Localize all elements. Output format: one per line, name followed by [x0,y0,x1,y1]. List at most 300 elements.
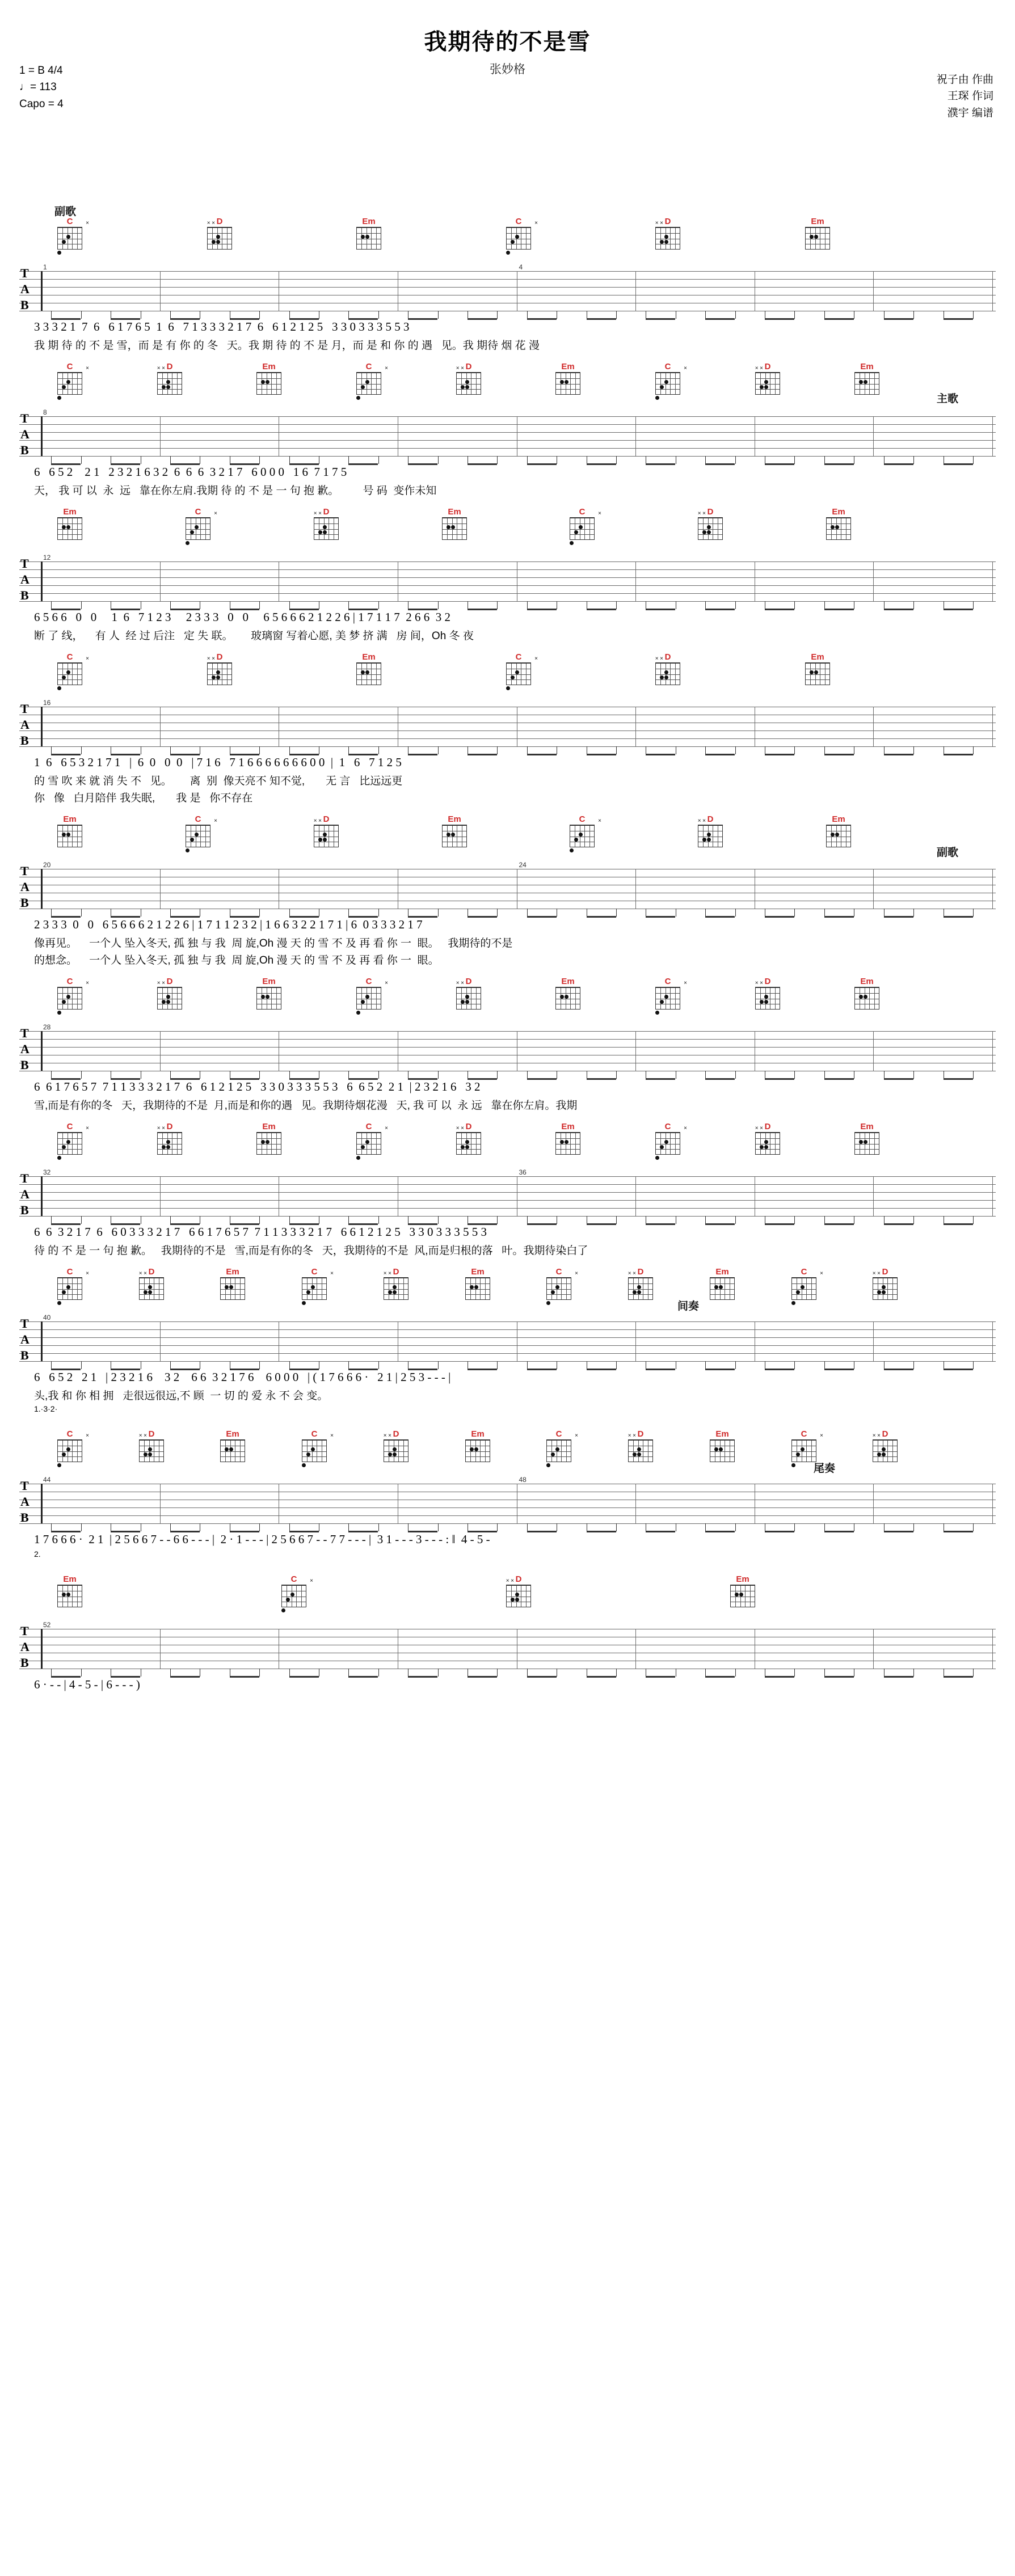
chord-name: C [579,507,586,517]
tab-clef-t: T [20,702,29,716]
chord-grid [506,656,538,685]
muted-string-marker: × [207,220,210,226]
measure-number: 44 [43,1476,51,1484]
chord-grid [281,1578,313,1607]
fret-dot [570,848,574,852]
chord-name: C [365,977,372,986]
chord-name: D [323,507,330,517]
muted-string-marker: × [511,1578,514,1584]
tab-clef-b: B [20,588,29,602]
muted-string-marker: × [157,1125,161,1131]
fret-dot [57,1301,61,1305]
muted-string-marker: × [86,656,89,662]
chord-name: C [66,362,73,371]
chord-grid [57,1125,89,1155]
muted-string-marker: × [313,510,317,517]
fret-dot [551,1452,555,1456]
chord-grid [57,1270,89,1300]
chord-name: Em [860,977,874,986]
measure-number: 36 [519,1168,527,1176]
chord-diagram-em [53,508,86,540]
credit-arranger: 濮宇 编谱 [947,107,993,119]
chord-grid [356,365,388,395]
numbered-notation-row: 1 7 6 6 6 · 2 1 | 2 5 6 6 7 - - 6 6 - - - | 2 · 1 - - - | 2 5 6 6 7 - - 7 7 - - - | 3 1 - - - 3 - - - : ‖ 4 - 5 - [34,1532,490,1546]
chord-grid [57,220,89,250]
fret-dot [511,1598,515,1602]
chord-diagram-d [452,1123,485,1155]
chord-diagram-em [706,1268,739,1300]
chord-diagram-d [310,508,343,540]
fret-dot [831,525,835,529]
chord-diagram-em [551,1123,584,1155]
chord-name: Em [362,217,376,226]
fret-dot [760,385,764,389]
chord-diagram-c [787,1429,823,1462]
fret-dot [760,1145,764,1149]
chord-name: D [764,362,771,371]
muted-string-marker: × [877,1270,881,1277]
fret-dot [62,1145,66,1149]
chord-name: C [66,977,73,986]
fret-dot [388,1452,392,1456]
chord-grid [57,1433,89,1462]
chord-name: Em [811,217,824,226]
chord-grid [627,1433,653,1462]
muted-string-marker: × [660,656,663,662]
fret-dot [162,385,166,389]
chord-grid [791,1270,823,1300]
chord-name: D [637,1267,644,1277]
measure-number: 48 [519,1476,527,1484]
chord-diagram-d [869,1268,902,1300]
fret-dot [660,240,664,244]
chord-diagram-d [135,1430,168,1462]
fret-dot [796,1452,800,1456]
chord-diagram-em [438,508,471,540]
fret-dot [356,1011,360,1015]
lyric-row: 的 雪 吹 来 就 消 失 不 见。 离 别 像天亮不 知不觉, 无 言 比远远更 [34,775,403,787]
chord-diagram-row [19,816,996,858]
chord-grid [546,1433,578,1462]
tab-clef-b: B [20,733,29,748]
tab-staff [19,406,996,465]
chord-name: Em [715,1267,729,1277]
fret-dot [261,380,265,384]
chord-diagram-em [822,508,855,540]
tab-clef-a: A [20,1042,30,1056]
chord-name: D [515,1574,522,1584]
chord-name: C [664,1122,671,1131]
tab-clef [20,265,30,313]
chord-diagram-d [380,1268,412,1300]
fret-dot [447,833,450,837]
fret-dot [361,385,365,389]
numbered-notation-row: 2 3 3 3 0 0 6 5 6 6 6 2 1 2 2 6 | 1 7 1 1 2 3 2 | 1 6 6 3 2 2 1 7 1 | 6 0 3 3 3 2 1 7 [34,918,423,931]
chord-grid [383,1433,408,1462]
muted-string-marker: × [684,365,687,371]
numbered-notation-row: 1 6 6 5 3 2 1 7 1 | 6 0 0 0 | 7 1 6 7 1 6 6 6 6 6 6 6 0 0 | 1 6 7 1 2 5 [34,755,402,769]
chord-name: C [515,217,522,226]
chord-diagram-row [19,363,996,405]
chord-grid [207,656,232,685]
muted-string-marker: × [702,818,706,824]
fret-dot [546,1301,550,1305]
chord-name: D [707,507,714,517]
fret-dot [57,1463,61,1467]
fret-dot [144,1290,148,1294]
chord-grid [570,818,601,847]
fret-dot [302,1463,306,1467]
system-gap [0,806,1015,816]
chord-diagram-c [502,652,538,685]
muted-string-marker: × [86,1270,89,1277]
numbered-notation-row: 6 6 5 2 2 1 2 3 2 1 6 3 2 6 6 6 3 2 1 7 6 0 0 0 1 6 7 1 7 5 [34,465,347,479]
chord-name: Em [226,1429,239,1439]
chord-name: Em [561,1122,575,1131]
chord-grid [138,1433,164,1462]
chord-diagram-row [19,206,996,260]
fret-dot [212,675,216,679]
fret-dot [791,1301,795,1305]
chord-name: Em [736,1574,749,1584]
chord-grid [655,980,687,1010]
tab-clef-t: T [20,864,29,878]
tab-staff [19,261,996,320]
chord-grid [256,372,281,395]
system-9 [19,1430,996,1566]
muted-string-marker: × [144,1270,147,1277]
chord-grid [755,1125,780,1155]
fret-dot [560,995,564,999]
chord-grid [872,1433,898,1462]
numbered-notation-row: 6 · - - | 4 - 5 - | 6 - - - ) [34,1678,140,1691]
fret-dot [190,838,194,842]
fret-dot [660,1000,664,1004]
tab-clef-a: A [20,572,30,586]
chord-grid [555,372,580,395]
chord-name: Em [262,362,276,371]
tab-clef-t: T [20,1624,29,1638]
chord-diagram-c [651,977,687,1010]
lyric-row: 断 了 线， 有 人 经 过 后注 定 失 联。 玻璃窗 写着心愿, 美 梦 挤 满 房 间，Oh 冬 夜 [34,630,474,642]
tab-clef-t: T [20,556,29,571]
fret-dot [859,995,863,999]
muted-string-marker: × [755,365,759,371]
fret-dot [190,530,194,534]
section-label: 尾奏 [814,1463,836,1475]
chord-grid [186,818,217,847]
fret-dot [447,525,450,529]
chord-grid [506,1578,531,1607]
chord-grid [356,1125,388,1155]
chord-grid [710,1439,735,1462]
muted-string-marker: × [655,656,659,662]
lyric-row-alt: 的想念。 一个人 坠入冬天, 孤 独 与 我 周 旋,Oh 漫 天 的 雪 不 及 再 看 你 一 眼。 [34,955,439,966]
tab-clef-a: A [20,427,30,441]
fret-dot [286,1598,290,1602]
tab-clef-t: T [20,1026,29,1040]
chord-grid [555,1132,580,1155]
chord-name: D [707,814,714,824]
muted-string-marker: × [330,1270,334,1277]
fret-dot [356,396,360,400]
chord-diagram-em [726,1576,759,1607]
tab-clef [20,411,30,458]
chord-diagram-d [869,1430,902,1462]
key-signature: 1 = B 4/4 [19,65,63,77]
tab-clef [20,1623,30,1671]
tab-clef-a: A [20,880,30,894]
fret-dot [760,1000,764,1004]
muted-string-marker: × [86,220,89,226]
capo: Capo = 4 [19,98,64,110]
system-3 [19,508,996,644]
muted-string-marker: × [138,1270,142,1277]
chord-diagram-row [19,1123,996,1165]
chord-name: Em [832,507,845,517]
section-label: 副歌 [936,847,958,859]
chord-diagram-em [438,816,471,847]
muted-string-marker: × [461,1125,464,1131]
chord-grid [805,227,830,250]
chord-diagram-row [19,508,996,550]
chord-name: D [637,1429,644,1439]
fret-dot [660,675,664,679]
muted-string-marker: × [162,980,165,986]
muted-string-marker: × [86,1125,89,1131]
chord-grid [456,980,481,1010]
chord-grid [356,662,381,685]
chord-grid [313,818,339,847]
muted-string-marker: × [697,510,701,517]
fret-dot [633,1290,637,1294]
chord-name: D [882,1267,888,1277]
chord-grid [57,1585,82,1607]
chord-diagram-c [53,217,89,250]
measure-number: 8 [43,408,47,416]
tab-clef-b: B [20,443,29,457]
system-7 [19,1123,996,1259]
fret-dot [57,1156,61,1160]
muted-string-marker: × [627,1433,631,1439]
fret-dot [660,1145,664,1149]
fret-dot [551,1290,555,1294]
muted-string-marker: × [820,1433,823,1439]
muted-string-marker: × [760,980,763,986]
chord-grid [627,1270,653,1300]
tab-clef-t: T [20,1479,29,1493]
muted-string-marker: × [534,656,538,662]
measure-number: 28 [43,1023,51,1031]
chord-grid [302,1433,334,1462]
fret-dot [162,1145,166,1149]
chord-name: D [465,362,472,371]
muted-string-marker: × [633,1270,636,1277]
chord-name: C [66,1267,73,1277]
measure-number: 1 [43,263,47,271]
chord-diagram-em [216,1430,249,1462]
muted-string-marker: × [383,1433,387,1439]
fret-dot [361,1000,365,1004]
chord-name: C [290,1574,297,1584]
chord-diagram-c [542,1429,578,1462]
chord-grid [655,1125,687,1155]
chord-diagram-d [624,1430,657,1462]
tab-clef-b: B [20,1203,29,1217]
tab-clef-a: A [20,1187,30,1201]
section-label: 间奏 [677,1300,700,1312]
fret-dot [877,1290,881,1294]
fret-dot [560,380,564,384]
fret-dot [57,396,61,400]
chord-diagram-c [542,1267,578,1300]
tab-clef [20,701,30,749]
fret-dot [791,1463,795,1467]
chord-diagram-c [352,1122,388,1155]
chord-name: Em [448,814,461,824]
numbered-notation-row: 6 6 3 2 1 7 6 6 0 3 3 3 2 1 7 6 6 1 7 6 5 7 7 1 1 3 3 3 2 1 7 6 6 1 2 1 2 5 3 3 0 3 3 3 5 5 3 [34,1225,487,1239]
chord-name: D [465,1122,472,1131]
fret-dot [62,1290,66,1294]
fret-dot [281,1608,285,1612]
muted-string-marker: × [214,818,217,824]
fret-dot [461,1145,465,1149]
chord-diagram-c [182,814,217,847]
muted-string-marker: × [755,980,759,986]
chord-diagram-c [566,816,599,847]
fret-dot [655,1156,659,1160]
tab-clef-a: A [20,1494,30,1509]
chord-grid [826,825,851,847]
chord-diagram-d [153,978,186,1010]
lyric-row: 天， 我 可 以 永 远 靠在你左肩.我期 待 的 不 是 一 句 抱 歉。 号 码 变作未知 [34,485,437,497]
chord-diagram-em [801,218,834,250]
fret-dot [302,1301,306,1305]
chord-name: C [365,1122,372,1131]
chord-name: C [66,217,73,226]
tab-clef [20,863,30,911]
chord-diagram-d [380,1430,412,1462]
numbered-notation-row: 6 6 5 2 2 1 | 2 3 2 1 6 3 2 6 6 3 2 1 7 6 6 0 0 0 | ( 1 7 6 6 6 · 2 1 | 2 5 3 - - - | [34,1370,451,1384]
fret-dot [261,1140,265,1144]
tab-staff [19,1619,996,1678]
chord-name: Em [262,977,276,986]
chord-diagram-c [277,1574,313,1607]
fret-dot [574,530,578,534]
muted-string-marker: × [86,1433,89,1439]
fret-dot [57,1011,61,1015]
muted-string-marker: × [385,365,388,371]
chord-diagram-c [566,508,599,540]
muted-string-marker: × [655,220,659,226]
chord-diagram-em [551,363,584,395]
chord-name: C [311,1267,318,1277]
chord-diagram-em [53,1576,86,1607]
chord-grid [442,517,467,540]
chord-grid [710,1277,735,1300]
fret-dot [831,833,835,837]
fret-dot [660,385,664,389]
chord-diagram-c [53,977,89,1010]
chord-name: Em [811,652,824,662]
chord-grid [442,825,467,847]
muted-string-marker: × [598,818,601,824]
muted-string-marker: × [162,1125,165,1131]
muted-string-marker: × [318,818,322,824]
repeat-ending-label: 1.·3·2· [34,1404,58,1413]
chord-grid [506,220,538,250]
chord-grid [57,656,89,685]
chord-grid [138,1270,164,1300]
fret-dot [506,251,510,255]
muted-string-marker: × [461,365,464,371]
chord-name: C [664,977,671,986]
chord-grid [826,517,851,540]
muted-string-marker: × [456,1125,460,1131]
muted-string-marker: × [760,1125,763,1131]
chord-name: Em [715,1429,729,1439]
chord-grid [456,365,481,395]
chord-grid [570,510,601,540]
chord-name: D [166,1122,173,1131]
chord-name: Em [832,814,845,824]
measure-number: 32 [43,1168,51,1176]
chord-grid [383,1270,408,1300]
tempo: ♩= 113 [19,81,57,94]
muted-string-marker: × [684,1125,687,1131]
muted-string-marker: × [534,220,538,226]
measure-number: 12 [43,554,51,561]
fret-dot [306,1452,310,1456]
systems-container [0,77,1015,1704]
fret-dot [306,1290,310,1294]
fret-dot [714,1447,718,1451]
muted-string-marker: × [310,1578,313,1584]
chord-diagram-d [502,1576,535,1607]
chord-diagram-c [53,1122,89,1155]
chord-diagram-c [53,362,89,395]
tab-clef-b: B [20,1510,29,1525]
tab-staff [19,1473,996,1532]
chord-name: Em [471,1267,485,1277]
muted-string-marker: × [872,1270,876,1277]
fret-dot [318,838,322,842]
chord-diagram-em [252,1123,285,1155]
muted-string-marker: × [138,1433,142,1439]
system-6 [19,978,996,1114]
muted-string-marker: × [820,1270,823,1277]
tab-clef-t: T [20,1171,29,1185]
tab-clef-b: B [20,1058,29,1072]
chord-diagram-c [53,652,89,685]
chord-name: D [393,1267,399,1277]
muted-string-marker: × [575,1433,578,1439]
muted-string-marker: × [86,980,89,986]
fret-dot [511,675,515,679]
fret-dot [225,1285,229,1289]
fret-dot [212,240,216,244]
chord-grid [655,365,687,395]
chord-grid [546,1270,578,1300]
credit-lyricist: 王琛 作词 [947,90,993,103]
chord-diagram-d [203,653,236,685]
muted-string-marker: × [660,220,663,226]
tab-staff [19,1311,996,1370]
chord-grid [655,220,680,250]
fret-dot [633,1452,637,1456]
lyric-row: 头,我 和 你 相 拥 走很远很远,不 顾 一 切 的 爱 永 不 会 变。 [34,1390,328,1402]
chord-grid [465,1277,490,1300]
